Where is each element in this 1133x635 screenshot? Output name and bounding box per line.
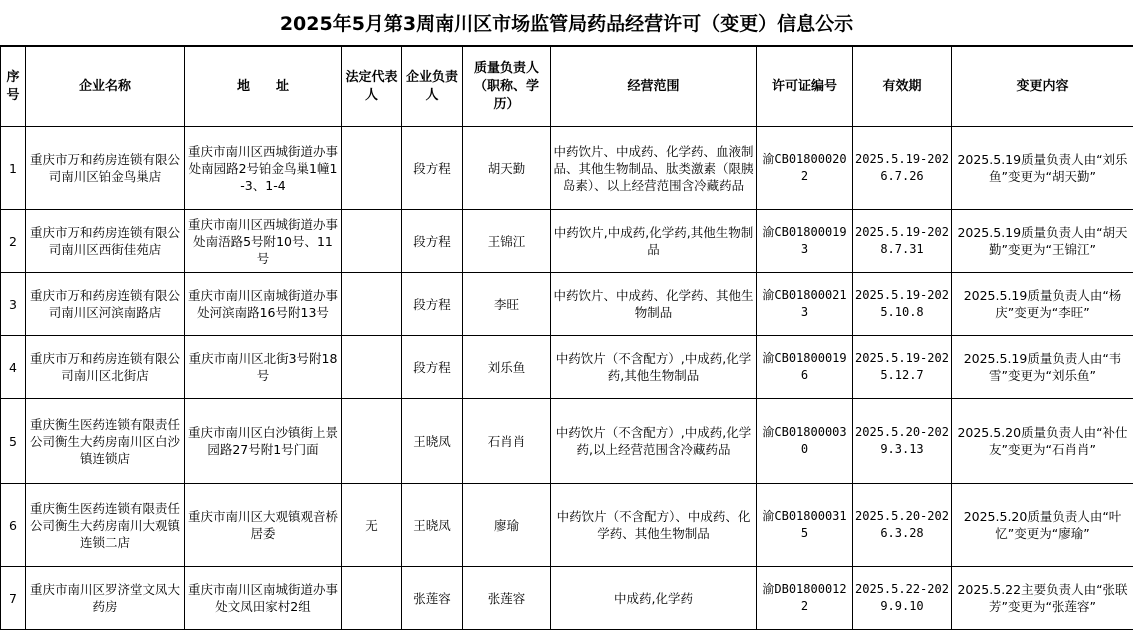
cell-quality: 胡天勤 (463, 127, 551, 210)
cell-quality: 石肖肖 (463, 399, 551, 484)
cell-legal-rep: 无 (342, 484, 402, 567)
cell-address: 重庆市南川区西城街道办事处南浯路5号附10号、11号 (185, 210, 342, 273)
cell-change: 2025.5.19质量负责人由“杨庆”变更为“李旺” (952, 273, 1133, 336)
cell-legal-rep (342, 127, 402, 210)
cell-validity: 2025.5.19-2028.7.31 (853, 210, 952, 273)
cell-scope: 中药饮片（不含配方）、中成药、化学药、其他生物制品 (551, 484, 757, 567)
cell-principal: 段方程 (402, 127, 463, 210)
cell-legal-rep (342, 273, 402, 336)
cell-address: 重庆市南川区南城街道办事处文凤田家村2组 (185, 567, 342, 630)
header-quality: 质量负责人（职称、学历） (463, 47, 551, 127)
cell-address: 重庆市南川区白沙镇街上景园路27号附1号门面 (185, 399, 342, 484)
cell-scope: 中药饮片、中成药、化学药、其他生物制品 (551, 273, 757, 336)
cell-quality: 张莲容 (463, 567, 551, 630)
license-table (0, 46, 1133, 630)
cell-license: 渝CB018000202 (757, 127, 853, 210)
table-header-row (1, 47, 1133, 127)
cell-address: 重庆市南川区西城街道办事处南园路2号铂金鸟巢1幢1-3、1-4 (185, 127, 342, 210)
table-row (1, 210, 1133, 273)
cell-scope: 中药饮片、中成药、化学药、血液制品、其他生物制品、肽类激素（限胰岛素）、以上经营范围含冷藏药品 (551, 127, 757, 210)
table-row (1, 336, 1133, 399)
cell-quality: 刘乐鱼 (463, 336, 551, 399)
cell-change: 2025.5.22主要负责人由“张联芳”变更为“张莲容” (952, 567, 1133, 630)
cell-license: 渝CB018000030 (757, 399, 853, 484)
cell-index: 4 (1, 336, 26, 399)
cell-company: 重庆市南川区罗济堂文凤大药房 (26, 567, 185, 630)
cell-address: 重庆市南川区南城街道办事处河滨南路16号附13号 (185, 273, 342, 336)
cell-company: 重庆市万和药房连锁有限公司南川区河滨南路店 (26, 273, 185, 336)
cell-scope: 中药饮片（不含配方）,中成药,化学药,以上经营范围含冷藏药品 (551, 399, 757, 484)
header-address: 地 址 (185, 47, 342, 127)
cell-change: 2025.5.19质量负责人由“韦雪”变更为“刘乐鱼” (952, 336, 1133, 399)
cell-index: 3 (1, 273, 26, 336)
cell-change: 2025.5.19质量负责人由“刘乐鱼”变更为“胡天勤” (952, 127, 1133, 210)
cell-validity: 2025.5.19-2025.10.8 (853, 273, 952, 336)
cell-quality: 廖瑜 (463, 484, 551, 567)
cell-scope: 中药饮片,中成药,化学药,其他生物制品 (551, 210, 757, 273)
header-legal-rep: 法定代表人 (342, 47, 402, 127)
header-license: 许可证编号 (757, 47, 853, 127)
cell-index: 7 (1, 567, 26, 630)
cell-principal: 段方程 (402, 210, 463, 273)
table-row (1, 273, 1133, 336)
header-validity: 有效期 (853, 47, 952, 127)
cell-legal-rep (342, 567, 402, 630)
cell-company: 重庆市万和药房连锁有限公司南川区北街店 (26, 336, 185, 399)
cell-license: 渝DB018000122 (757, 567, 853, 630)
cell-validity: 2025.5.19-2026.7.26 (853, 127, 952, 210)
cell-validity: 2025.5.20-2029.3.13 (853, 399, 952, 484)
cell-license: 渝CB018000193 (757, 210, 853, 273)
header-principal: 企业负责人 (402, 47, 463, 127)
cell-principal: 段方程 (402, 336, 463, 399)
cell-index: 6 (1, 484, 26, 567)
cell-quality: 王锦江 (463, 210, 551, 273)
cell-principal: 段方程 (402, 273, 463, 336)
cell-company: 重庆市万和药房连锁有限公司南川区西街佳苑店 (26, 210, 185, 273)
cell-change: 2025.5.19质量负责人由“胡天勤”变更为“王锦江” (952, 210, 1133, 273)
cell-address: 重庆市南川区大观镇观音桥居委 (185, 484, 342, 567)
header-scope: 经营范围 (551, 47, 757, 127)
table-row (1, 484, 1133, 567)
cell-change: 2025.5.20质量负责人由“叶忆”变更为“廖瑜” (952, 484, 1133, 567)
cell-company: 重庆衡生医药连锁有限责任公司衡生大药房南川大观镇连锁二店 (26, 484, 185, 567)
cell-index: 1 (1, 127, 26, 210)
cell-legal-rep (342, 210, 402, 273)
table-row (1, 399, 1133, 484)
cell-scope: 中药饮片（不含配方）,中成药,化学药,其他生物制品 (551, 336, 757, 399)
cell-license: 渝CB018000196 (757, 336, 853, 399)
cell-validity: 2025.5.19-2025.12.7 (853, 336, 952, 399)
table-row (1, 567, 1133, 630)
cell-legal-rep (342, 336, 402, 399)
cell-principal: 张莲容 (402, 567, 463, 630)
cell-validity: 2025.5.22-2029.9.10 (853, 567, 952, 630)
cell-license: 渝CB018000315 (757, 484, 853, 567)
page-title: 2025年5月第3周南川区市场监管局药品经营许可（变更）信息公示 (0, 0, 1133, 46)
cell-company: 重庆衡生医药连锁有限责任公司衡生大药房南川区白沙镇连锁店 (26, 399, 185, 484)
cell-scope: 中成药,化学药 (551, 567, 757, 630)
header-change: 变更内容 (952, 47, 1133, 127)
cell-quality: 李旺 (463, 273, 551, 336)
cell-index: 5 (1, 399, 26, 484)
cell-principal: 王晓凤 (402, 399, 463, 484)
cell-legal-rep (342, 399, 402, 484)
cell-license: 渝CB018000213 (757, 273, 853, 336)
cell-address: 重庆市南川区北街3号附18号 (185, 336, 342, 399)
cell-index: 2 (1, 210, 26, 273)
cell-validity: 2025.5.20-2026.3.28 (853, 484, 952, 567)
header-company: 企业名称 (26, 47, 185, 127)
cell-principal: 王晓凤 (402, 484, 463, 567)
header-index: 序号 (1, 47, 26, 127)
cell-company: 重庆市万和药房连锁有限公司南川区铂金鸟巢店 (26, 127, 185, 210)
cell-change: 2025.5.20质量负责人由“补仕友”变更为“石肖肖” (952, 399, 1133, 484)
table-row (1, 127, 1133, 210)
